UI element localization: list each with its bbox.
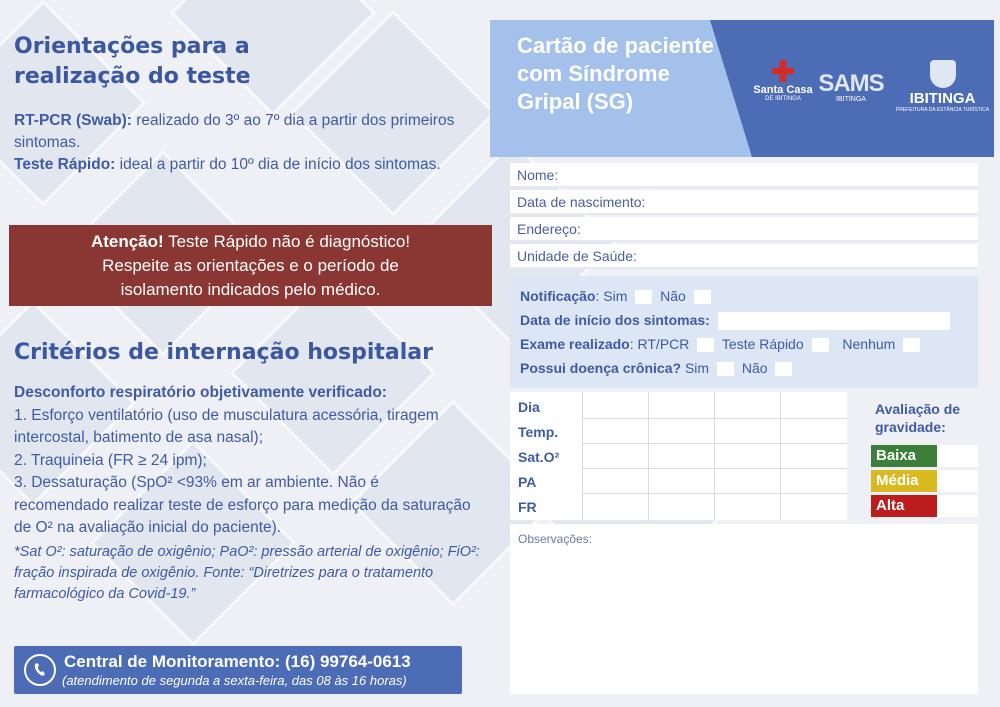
rapid-label: Teste Rápido: <box>14 156 116 173</box>
criteria-text <box>14 382 476 540</box>
severity-low-box[interactable] <box>937 445 978 467</box>
address-field[interactable]: Endereço: <box>510 217 978 242</box>
santa-casa-logo: Santa Casa DE IBITINGA <box>748 60 818 102</box>
card-header <box>490 20 994 157</box>
health-unit-field[interactable]: Unidade de Saúde: <box>510 244 978 269</box>
notification-row: Notificação: Sim Não <box>520 288 715 304</box>
sams-logo: SAMS IBITINGA <box>818 70 884 103</box>
birthdate-field[interactable]: Data de nascimento: <box>510 190 978 215</box>
monitoring-center-box <box>14 646 462 694</box>
phone-hours: (atendimento de segunda a sexta-feira, das 08 às 16 horas) <box>62 673 407 688</box>
criteria-item-1: 1. Esforço ventilatório (uso de musculatura acessória, tiragem intercostal, batimento de asa nasal); <box>14 406 439 446</box>
criteria-title: Critérios de internação hospitalar <box>14 340 433 365</box>
rtpcr-label: RT-PCR (Swab): <box>14 112 132 129</box>
notification-no-checkbox[interactable] <box>694 290 711 304</box>
severity-low[interactable]: Baixa <box>871 445 937 467</box>
left-panel <box>0 0 490 707</box>
cross-icon <box>772 60 794 82</box>
observations-box[interactable] <box>510 524 978 694</box>
severity-medium-box[interactable] <box>937 470 978 492</box>
severity-high[interactable]: Alta <box>871 495 937 517</box>
ibitinga-logo: IBITINGA PREFEITURA DA ESTÂNCIA TURÍSTICA <box>895 60 990 113</box>
symptoms-start-row: Data de início dos sintomas: <box>520 312 950 330</box>
severity-panel <box>848 392 978 520</box>
severity-medium[interactable]: Média <box>871 470 937 492</box>
exam-none-checkbox[interactable] <box>903 338 920 352</box>
vital-label-pa: PA <box>518 474 537 490</box>
criteria-heading: Desconforto respiratório objetivamente verificado: <box>14 384 387 401</box>
chronic-row: Possui doença crônica? Sim Não <box>520 360 796 376</box>
attention-banner: Atenção! Teste Rápido não é diagnóstico! Respeite as orientações e o período de isolamento indicados pelo médico. <box>9 225 492 306</box>
exam-rapid-checkbox[interactable] <box>812 338 829 352</box>
criteria-item-3: 3. Dessaturação (SpO² <93% em ar ambiente. Não é recomendado realizar teste de esforço para medição da saturação de O² na avaliação inicial do paciente). <box>14 474 471 536</box>
criteria-item-2: 2. Traquineia (FR ≥ 24 ipm); <box>14 451 207 469</box>
observations-label: Observações: <box>518 532 593 546</box>
exam-rtpcr-checkbox[interactable] <box>697 338 714 352</box>
rtpcr-text: realizado do 3º ao 7º dia a partir dos primeiros sintomas. <box>14 112 455 151</box>
severity-title: Avaliação de gravidade: <box>875 401 961 435</box>
crest-icon <box>930 60 956 88</box>
severity-high-box[interactable] <box>937 495 978 517</box>
info-section <box>510 276 978 388</box>
symptoms-start-input[interactable] <box>718 312 950 330</box>
notification-yes-checkbox[interactable] <box>635 290 652 304</box>
card-title: Cartão de paciente com Síndrome Gripal (SG) <box>517 33 714 114</box>
phone-number[interactable]: Central de Monitoramento: (16) 99764-0613 <box>64 652 411 671</box>
vital-label-fr: FR <box>518 499 537 515</box>
vital-label-day: Dia <box>518 399 540 415</box>
rapid-text: ideal a partir do 10º dia de início dos sintomas. <box>115 156 441 173</box>
exam-row: Exame realizado: RT/PCR Teste Rápido Nenhum <box>520 336 924 352</box>
guidance-title: Orientações para a realização do teste <box>14 34 251 89</box>
vitals-grid <box>510 392 847 520</box>
chronic-yes-checkbox[interactable] <box>717 362 734 376</box>
guidance-text <box>14 110 474 176</box>
footnote: *Sat O²: saturação de oxigênio; PaO²: pressão arterial de oxigênio; FiO²: fração inspirada de oxigênio. Fonte: “Diretrizes para o tratamento farmacológico da Covid-19.” <box>14 544 480 602</box>
vital-label-sat: Sat.O² <box>518 449 560 465</box>
name-field[interactable]: Nome: <box>510 163 978 188</box>
phone-icon <box>24 654 56 686</box>
vital-label-temp: Temp. <box>518 424 559 440</box>
chronic-no-checkbox[interactable] <box>775 362 792 376</box>
